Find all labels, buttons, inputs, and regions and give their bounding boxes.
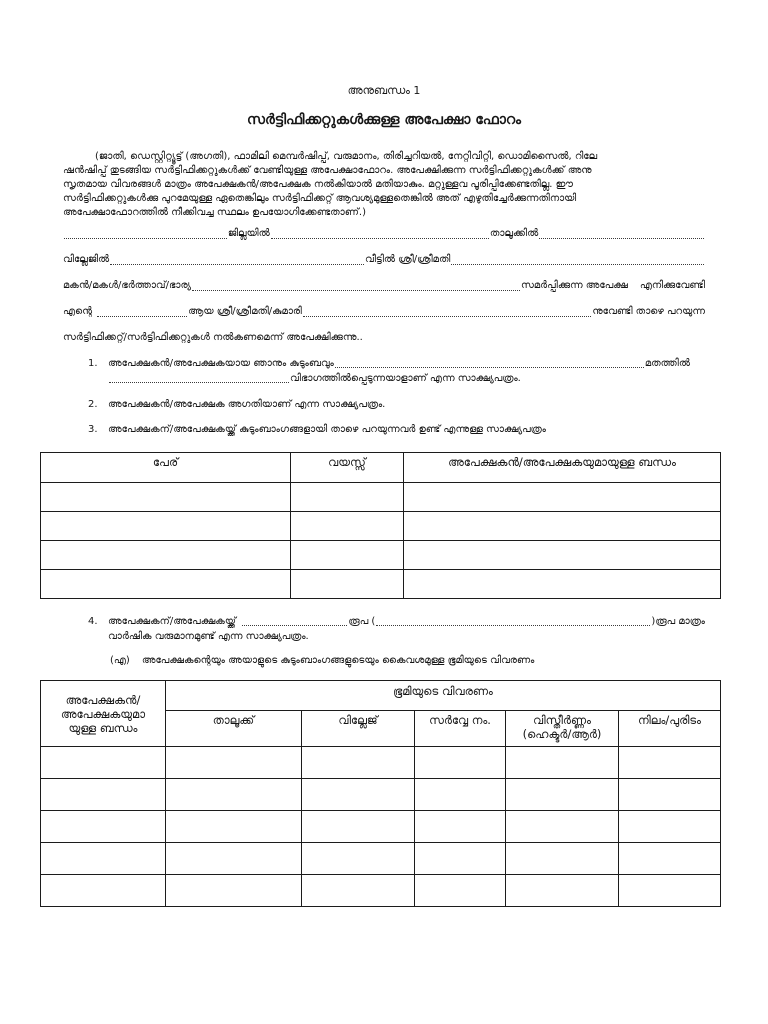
table-row xyxy=(41,541,721,570)
blank-field-line xyxy=(242,625,347,626)
table-cell xyxy=(506,843,619,875)
table-header-cell: വയസ്സ് xyxy=(291,453,404,483)
family-members-table xyxy=(40,452,721,599)
table-cell xyxy=(41,747,166,779)
header-line: നിലം/പുരിടം xyxy=(638,713,701,727)
table-cell xyxy=(506,875,619,907)
item-line xyxy=(108,614,705,629)
table-cell xyxy=(302,843,415,875)
submitted-label: സമർപ്പിക്കുന്ന അപേക്ഷ xyxy=(521,280,628,291)
table-cell xyxy=(41,875,166,907)
intro-line: (ജാതി, ഡെസ്റ്റിറ്റ്യൂട്ട് (അഗതി), ഫാമിലി മെമ്പർഷിപ്പ്, വരുമാനം, തിരിച്ചറിയൽ, നേറ്റിവിറ്റി, ഡൊമിസൈൽ, റിലേ xyxy=(95,151,598,162)
table-cell xyxy=(41,811,166,843)
table-cell xyxy=(404,541,721,570)
table-cell xyxy=(41,483,291,512)
table-cell xyxy=(166,843,302,875)
table-cell xyxy=(415,747,506,779)
intro-line: അപേക്ഷാഫോറത്തിൽ നീക്കിവച്ച സ്ഥലം ഉപയോഗിക്കേണ്ടതാണ്.) xyxy=(63,207,366,218)
table-cell xyxy=(302,747,415,779)
table-cell xyxy=(415,875,506,907)
table-cell xyxy=(302,811,415,843)
table-cell xyxy=(415,811,506,843)
item-number: 4. xyxy=(88,616,98,627)
table-cell xyxy=(166,811,302,843)
table-header-cell: അപേക്ഷകൻ/അപേക്ഷകയുമായുള്ള ബന്ധം xyxy=(404,453,721,483)
land-section-caption xyxy=(110,653,705,669)
blank-field-line xyxy=(64,238,227,239)
table-cell xyxy=(619,843,721,875)
table-cell xyxy=(291,483,404,512)
item-line xyxy=(108,629,705,644)
my-label: എന്റെ xyxy=(63,306,93,317)
item-text: വിഭാഗത്തിൽപ്പെടുന്നയാളാണ് എന്ന സാക്ഷ്യപത്രം. xyxy=(290,373,521,384)
item-text: അപേക്ഷകന്/അപേക്ഷകയ്ക്ക് കുടുംബാംഗങ്ങളായി താഴെ പറയുന്നവർ ഉണ്ട് എന്നുള്ള സാക്ഷ്യപത്രം xyxy=(108,424,546,435)
header-line: അപേക്ഷകയുമാ xyxy=(60,706,146,721)
relation-label: മകൻ/മകൾ/ഭർത്താവ്/ഭാര്യ xyxy=(63,280,191,291)
table-cell xyxy=(619,779,721,811)
item-text: അപേക്ഷകൻ/അപേക്ഷക അഗതിയാണ് എന്ന സാക്ഷ്യപത്രം. xyxy=(108,399,386,410)
item-line xyxy=(108,371,705,386)
intro-line: ഷൻഷിപ്പ് തുടങ്ങിയ സർട്ടിഫിക്കറ്റുകൾക്ക് വേണ്ടിയുള്ള അപേക്ഷാഫോറം. അപേക്ഷിക്കുന്ന സർട്ടിഫിക്കറ്റുകൾക്ക് അനു xyxy=(63,165,592,176)
blank-field-line xyxy=(271,238,489,239)
item-number: 3. xyxy=(88,424,98,435)
header-line: വിസ്തീർണ്ണം xyxy=(533,713,591,727)
table-cell xyxy=(291,541,404,570)
annex-label: അനുബന്ധം 1 xyxy=(347,84,421,97)
list-item xyxy=(88,356,705,386)
table-row xyxy=(41,843,721,875)
table-cell xyxy=(404,570,721,599)
blank-field-line xyxy=(335,367,644,368)
blank-field-line xyxy=(376,625,650,626)
village-label: വില്ലേജിൽ xyxy=(63,254,110,265)
rupees-close-label: )രൂപ മാത്രം xyxy=(651,616,705,627)
item-line xyxy=(108,397,705,412)
table-cell xyxy=(166,875,302,907)
table-header-row xyxy=(41,453,721,483)
table-header-cell xyxy=(166,711,302,747)
table-header-cell: പേര് xyxy=(41,453,291,483)
table-cell xyxy=(619,747,721,779)
table-cell xyxy=(302,779,415,811)
table-cell xyxy=(506,811,619,843)
list-item xyxy=(88,422,705,437)
table-row xyxy=(41,570,721,599)
intro-line: സർട്ടിഫിക്കറ്റുകൾക്കു പുറമേയുള്ള ഏതെങ്കിലും സർട്ടിഫിക്കറ്റ് ആവശ്യമുള്ളതെങ്കിൽ അത് എഴുതിച്ചേർക്കുന്നതിനായി xyxy=(63,193,577,204)
table-header-row xyxy=(41,681,721,711)
table-cell xyxy=(291,512,404,541)
item-number: 2. xyxy=(88,399,98,410)
blank-field-line xyxy=(110,264,364,265)
table-cell xyxy=(291,570,404,599)
table-cell xyxy=(166,747,302,779)
header-line: താലൂക്ക് xyxy=(212,713,255,727)
table-cell xyxy=(415,779,506,811)
table-cell xyxy=(415,843,506,875)
request-text: സർട്ടിഫിക്കറ്റ്/സർട്ടിഫിക്കറ്റുകൾ നൽകണമെന്ന് അപേക്ഷിക്കുന്നു.. xyxy=(63,332,363,343)
form-line-district xyxy=(63,226,705,242)
house-label: വീട്ടിൽ ശ്രീ/ശ്രീമതി xyxy=(364,254,451,265)
table-cell xyxy=(41,512,291,541)
on-my-behalf-label: എനിക്കുവേണ്ടി xyxy=(639,280,705,291)
land-details-table xyxy=(40,680,721,907)
religion-label: മതത്തിൽ xyxy=(644,358,690,369)
on-behalf-label: നുവേണ്ടി താഴെ പറയുന്ന xyxy=(592,306,705,317)
table-cell xyxy=(404,483,721,512)
table-row xyxy=(41,875,721,907)
table-body xyxy=(41,747,721,907)
table-cell xyxy=(41,570,291,599)
item-line xyxy=(108,356,705,371)
form-line-request xyxy=(63,330,705,346)
form-line-person xyxy=(63,304,705,320)
table-header-cell: ഭൂമിയുടെ വിവരണം xyxy=(166,681,721,711)
intro-line: സൃതമായ വിവരങ്ങൾ മാത്രം അപേക്ഷകൻ/അപേക്ഷക നൽകിയാൽ മതിയാകും. മറ്റുള്ളവ പൂരിപ്പിക്കേണ്ടതില്ല. ഈ xyxy=(63,179,573,190)
table-row xyxy=(41,747,721,779)
table-cell xyxy=(404,512,721,541)
blank-field-line xyxy=(303,316,592,317)
table-body xyxy=(41,483,721,599)
rupees-open-label: രൂപ ( xyxy=(348,616,376,627)
table-header-cell xyxy=(506,711,619,747)
header-line: സർവ്വേ നം. xyxy=(429,713,491,727)
table-header-cell xyxy=(415,711,506,747)
header-line: വില്ലേജ് xyxy=(338,713,378,727)
blank-field-line xyxy=(539,238,704,239)
item-text: അപേക്ഷകൻ/അപേക്ഷകയായ ഞാനും കുടുംബവും xyxy=(108,358,334,369)
table-row xyxy=(41,811,721,843)
land-section-text: അപേക്ഷകന്റെയും അയാളുടെ കുടുംബാംഗങ്ങളുടെയും കൈവശമുള്ള ഭൂമിയുടെ വിവരണം xyxy=(141,655,535,666)
blank-field-line xyxy=(451,264,704,265)
table-header-cell xyxy=(41,681,166,747)
form-line-village xyxy=(63,252,705,268)
table-row xyxy=(41,779,721,811)
header-line: അപേക്ഷകൻ/ xyxy=(65,692,141,707)
table-header-cell xyxy=(619,711,721,747)
item-text: വാർഷിക വരുമാനമുണ്ട് എന്ന സാക്ഷ്യപത്രം. xyxy=(108,631,309,642)
table-cell xyxy=(41,541,291,570)
item-number: 1. xyxy=(88,358,98,369)
item-line xyxy=(108,422,705,437)
table-row xyxy=(41,512,721,541)
table-cell xyxy=(302,875,415,907)
item-text: അപേക്ഷകന്/അപേക്ഷകയ്ക്ക് xyxy=(108,616,236,627)
header-line: (ഹെക്ടർ/ആർ) xyxy=(522,727,602,741)
district-label: ജില്ലയിൽ xyxy=(227,228,270,239)
page-title: സർട്ടിഫിക്കറ്റുകൾക്കുള്ള അപേക്ഷാ ഫോറം xyxy=(247,112,521,128)
table-cell xyxy=(41,779,166,811)
land-section-label: (എ) xyxy=(110,655,130,666)
intro-paragraph xyxy=(63,150,705,220)
person-label: ആയ ശ്രീ/ശ്രീമതി/കുമാരി xyxy=(188,306,302,317)
table-cell xyxy=(619,811,721,843)
table-cell xyxy=(41,843,166,875)
form-line-relation xyxy=(63,278,705,294)
blank-field-line xyxy=(109,382,289,383)
blank-field-line xyxy=(97,316,187,317)
blank-field-line xyxy=(192,290,520,291)
table-cell xyxy=(166,779,302,811)
table-cell xyxy=(619,875,721,907)
table-cell xyxy=(506,779,619,811)
taluk-label: താലൂക്കിൽ xyxy=(489,228,539,239)
table-header-cell xyxy=(302,711,415,747)
list-item xyxy=(88,397,705,412)
table-cell xyxy=(506,747,619,779)
header-line: യുള്ള ബന്ധം xyxy=(68,720,138,735)
applicant-details xyxy=(63,226,705,356)
table-row xyxy=(41,483,721,512)
list-item xyxy=(88,614,705,644)
